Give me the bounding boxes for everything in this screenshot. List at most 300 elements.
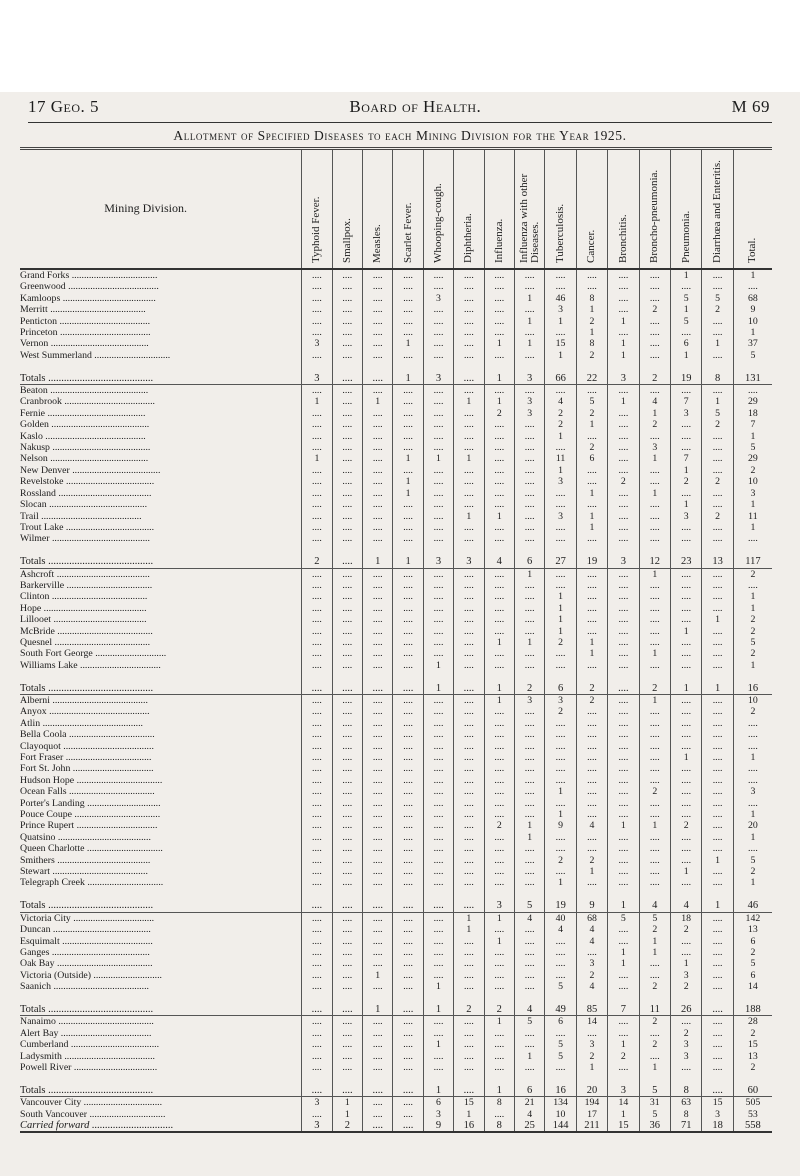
table-cell: ....	[363, 1097, 393, 1109]
table-cell: ....	[484, 729, 514, 740]
table-cell: 2	[733, 568, 772, 580]
table-cell: 1	[302, 453, 332, 464]
table-cell: 6	[514, 556, 544, 568]
table-cell: ....	[702, 936, 733, 947]
spacer-cell	[670, 889, 701, 900]
table-cell: ....	[423, 385, 453, 397]
table-cell: ....	[393, 1097, 423, 1109]
table-cell: ....	[484, 832, 514, 843]
table-cell: ....	[514, 269, 544, 281]
row-label: Telegraph Creek ...............................	[20, 877, 164, 889]
spacer-cell	[302, 361, 332, 372]
table-cell: ....	[393, 648, 423, 659]
table-cell: ....	[332, 958, 362, 969]
table-cell: 9	[545, 820, 576, 831]
table-cell: ....	[514, 924, 544, 935]
column-header: Whooping-cough.	[423, 149, 453, 270]
table-cell: ....	[332, 936, 362, 947]
table-cell: 2	[670, 820, 701, 831]
table-cell: 19	[545, 900, 576, 912]
column-header: Smallpox.	[332, 149, 362, 270]
table-cell: ....	[363, 1120, 393, 1132]
column-header: Measles.	[363, 149, 393, 270]
table-cell: 3	[576, 1039, 607, 1050]
spacer-cell	[20, 889, 302, 900]
table-cell: 4	[484, 556, 514, 568]
spacer-cell	[608, 361, 639, 372]
table-cell: ....	[454, 866, 484, 877]
table-cell: ....	[363, 327, 393, 338]
table-cell: 2	[576, 855, 607, 866]
table-cell: ....	[545, 580, 576, 591]
table-cell: 6	[423, 1097, 453, 1109]
table-cell: ....	[608, 775, 639, 786]
table-cell: ....	[670, 660, 701, 671]
table-cell: 15	[733, 1039, 772, 1050]
table-cell: ....	[363, 798, 393, 809]
table-cell: ....	[393, 637, 423, 648]
table-cell: ....	[608, 855, 639, 866]
table-cell: ....	[302, 431, 332, 442]
table-cell: ....	[393, 694, 423, 706]
table-cell: ....	[423, 741, 453, 752]
table-cell: ....	[363, 1109, 393, 1120]
header-page-number: M 69	[731, 97, 770, 116]
table-cell: ....	[514, 775, 544, 786]
table-cell: 9	[733, 304, 772, 315]
spacer-cell	[733, 889, 772, 900]
table-cell: ....	[576, 877, 607, 888]
table-cell: 1	[545, 431, 576, 442]
table-cell: ....	[302, 855, 332, 866]
table-cell: 1	[484, 511, 514, 522]
table-cell: ....	[545, 798, 576, 809]
table-cell: ....	[670, 706, 701, 717]
table-cell: ....	[454, 936, 484, 947]
totals-row	[20, 1085, 772, 1097]
table-cell: ....	[514, 350, 544, 361]
table-cell: ....	[302, 970, 332, 981]
table-cell: ....	[576, 718, 607, 729]
table-row	[20, 718, 772, 729]
table-cell: ....	[363, 488, 393, 499]
table-cell: ....	[608, 866, 639, 877]
table-cell: 2	[639, 1039, 670, 1050]
table-cell: ....	[332, 1039, 362, 1050]
table-cell: ....	[545, 832, 576, 843]
spacer-cell	[484, 545, 514, 556]
table-cell: 117	[733, 556, 772, 568]
table-cell: ....	[670, 533, 701, 544]
table-cell: ....	[332, 820, 362, 831]
table-cell: 3	[608, 373, 639, 385]
table-cell: ....	[576, 614, 607, 625]
table-cell: ....	[639, 603, 670, 614]
table-cell: ....	[454, 269, 484, 281]
table-cell: 1	[733, 431, 772, 442]
table-cell: 2	[733, 1062, 772, 1073]
table-cell: 8	[576, 338, 607, 349]
table-cell: ....	[302, 900, 332, 912]
table-cell: 5	[702, 408, 733, 419]
table-cell: ....	[670, 809, 701, 820]
table-row	[20, 866, 772, 877]
table-cell: 2	[733, 866, 772, 877]
table-cell: 31	[639, 1097, 670, 1109]
table-cell: ....	[332, 373, 362, 385]
table-cell: ....	[454, 408, 484, 419]
table-cell: ....	[302, 293, 332, 304]
table-cell: ....	[670, 281, 701, 292]
table-cell: ....	[332, 614, 362, 625]
table-cell: 4	[514, 1109, 544, 1120]
table-cell: 5	[733, 855, 772, 866]
spacer-cell	[670, 993, 701, 1004]
table-cell: ....	[454, 488, 484, 499]
table-cell: 1	[608, 396, 639, 407]
table-cell: 1	[608, 338, 639, 349]
row-label: Duncan ........................................	[20, 924, 151, 936]
table-row	[20, 809, 772, 820]
table-cell: ....	[423, 419, 453, 430]
table-cell: ....	[702, 568, 733, 580]
table-cell: ....	[363, 981, 393, 992]
table-row	[20, 924, 772, 935]
table-cell: ....	[639, 832, 670, 843]
table-cell: ....	[484, 499, 514, 510]
table-row	[20, 855, 772, 866]
table-cell: 40	[545, 912, 576, 924]
row-label: Slocan ........................................	[20, 499, 148, 511]
table-cell: ....	[393, 936, 423, 947]
table-row	[20, 281, 772, 292]
table-cell: 10	[733, 694, 772, 706]
row-label: Penticton .....................................	[20, 315, 151, 327]
table-cell: ....	[639, 431, 670, 442]
table-cell: 2	[484, 820, 514, 831]
table-cell: ....	[639, 591, 670, 602]
table-cell: ....	[302, 775, 332, 786]
table-cell: ....	[302, 385, 332, 397]
table-cell: ....	[514, 385, 544, 397]
table-cell: 1	[670, 465, 701, 476]
table-cell: ....	[393, 820, 423, 831]
table-cell: ....	[332, 453, 362, 464]
table-cell: ....	[363, 1028, 393, 1039]
table-cell: ....	[702, 442, 733, 453]
table-cell: ....	[576, 1028, 607, 1039]
table-cell: ....	[423, 763, 453, 774]
table-cell: ....	[514, 1028, 544, 1039]
table-cell: 2	[733, 648, 772, 659]
table-cell: ....	[576, 660, 607, 671]
spacer-cell	[545, 361, 576, 372]
table-cell: ....	[639, 1028, 670, 1039]
table-cell: ....	[454, 752, 484, 763]
table-cell: ....	[332, 338, 362, 349]
table-cell: 3	[545, 304, 576, 315]
table-cell: ....	[363, 316, 393, 327]
table-cell: ....	[332, 832, 362, 843]
table-cell: 3	[423, 293, 453, 304]
table-row	[20, 1028, 772, 1039]
table-cell: ....	[423, 843, 453, 854]
table-cell: 1	[670, 958, 701, 969]
table-row	[20, 614, 772, 625]
table-cell: 2	[670, 1028, 701, 1039]
table-cell: 20	[733, 820, 772, 831]
table-cell: ....	[484, 981, 514, 992]
row-label: Revelstoke ....................................	[20, 476, 155, 488]
table-cell: 1	[639, 936, 670, 947]
table-cell: ....	[393, 396, 423, 407]
table-cell: ....	[423, 350, 453, 361]
table-cell: ....	[639, 809, 670, 820]
table-cell: ....	[484, 648, 514, 659]
table-cell: ....	[393, 683, 423, 695]
spacer-cell	[545, 1073, 576, 1084]
table-cell: 3	[608, 1085, 639, 1097]
table-cell: 2	[576, 408, 607, 419]
table-cell: ....	[733, 741, 772, 752]
table-cell: ....	[702, 637, 733, 648]
column-header: Tuberculosis.	[545, 149, 576, 270]
table-cell: 53	[733, 1109, 772, 1120]
table-cell: ....	[302, 843, 332, 854]
table-cell: ....	[454, 820, 484, 831]
table-cell: ....	[423, 338, 453, 349]
table-row	[20, 522, 772, 533]
spacer-cell	[20, 671, 302, 682]
table-cell: ....	[702, 775, 733, 786]
table-cell: ....	[733, 281, 772, 292]
table-cell: ....	[608, 453, 639, 464]
table-cell: 1	[302, 396, 332, 407]
row-label: Princeton .....................................	[20, 327, 151, 339]
table-cell: 3	[514, 373, 544, 385]
table-cell: 12	[639, 556, 670, 568]
table-cell: 60	[733, 1085, 772, 1097]
table-cell: 558	[733, 1120, 772, 1132]
table-cell: ....	[332, 419, 362, 430]
table-cell: 1	[670, 866, 701, 877]
table-cell: ....	[363, 637, 393, 648]
table-cell: 1	[423, 981, 453, 992]
table-cell: 2	[733, 1028, 772, 1039]
table-cell: 1	[545, 626, 576, 637]
table-cell: 2	[639, 924, 670, 935]
table-cell: ....	[332, 327, 362, 338]
table-cell: ....	[302, 533, 332, 544]
table-cell: ....	[454, 775, 484, 786]
table-cell: ....	[332, 741, 362, 752]
table-cell: ....	[670, 419, 701, 430]
table-cell: ....	[514, 877, 544, 888]
table-cell: ....	[393, 900, 423, 912]
row-label: Atlin .........................................	[20, 717, 144, 729]
table-cell: ....	[733, 718, 772, 729]
row-label: Trout Lake ....................................	[20, 521, 155, 533]
table-cell: 3	[670, 1039, 701, 1050]
table-cell: 1	[484, 936, 514, 947]
table-cell: 1	[639, 947, 670, 958]
table-cell: ....	[332, 1051, 362, 1062]
table-cell: ....	[639, 843, 670, 854]
table-cell: ....	[514, 522, 544, 533]
table-cell: ....	[393, 1062, 423, 1073]
spacer-cell	[332, 993, 362, 1004]
table-cell: ....	[576, 706, 607, 717]
spacer-cell	[670, 1073, 701, 1084]
table-row	[20, 269, 772, 281]
column-header: Bronchitis.	[608, 149, 639, 270]
table-cell: ....	[393, 350, 423, 361]
table-cell: ....	[302, 488, 332, 499]
table-cell: ....	[363, 683, 393, 695]
table-cell: 2	[702, 511, 733, 522]
table-cell: 1	[670, 350, 701, 361]
table-cell: ....	[454, 568, 484, 580]
table-cell: ....	[454, 855, 484, 866]
table-cell: ....	[332, 269, 362, 281]
row-label: Totals ........................................	[20, 1004, 302, 1016]
table-cell: 1	[514, 1051, 544, 1062]
row-label: Alberni .......................................	[20, 694, 148, 706]
table-cell: ....	[302, 269, 332, 281]
table-cell: ....	[302, 1109, 332, 1120]
table-cell: ....	[576, 603, 607, 614]
table-cell: ....	[302, 958, 332, 969]
table-cell: ....	[484, 350, 514, 361]
table-row	[20, 476, 772, 487]
table-cell: ....	[393, 832, 423, 843]
table-cell: ....	[454, 327, 484, 338]
table-cell: ....	[332, 385, 362, 397]
table-cell: ....	[332, 775, 362, 786]
table-cell: 4	[576, 820, 607, 831]
spacer-cell	[639, 889, 670, 900]
table-cell: ....	[608, 465, 639, 476]
table-cell: ....	[545, 775, 576, 786]
table-cell: ....	[454, 1062, 484, 1073]
table-cell: ....	[514, 304, 544, 315]
table-cell: 5	[514, 900, 544, 912]
table-cell: 14	[608, 1097, 639, 1109]
spacer-cell	[514, 993, 544, 1004]
table-cell: ....	[545, 281, 576, 292]
table-cell: ....	[608, 419, 639, 430]
table-cell: ....	[302, 832, 332, 843]
table-cell: ....	[332, 660, 362, 671]
table-cell: ....	[639, 1051, 670, 1062]
table-cell: ....	[332, 855, 362, 866]
row-label: Barkerville ...................................	[20, 579, 153, 591]
table-cell: ....	[733, 843, 772, 854]
table-cell: ....	[514, 533, 544, 544]
table-cell: ....	[302, 603, 332, 614]
table-cell: ....	[423, 798, 453, 809]
table-cell: 8	[670, 1109, 701, 1120]
table-cell: ....	[484, 269, 514, 281]
table-cell: ....	[363, 763, 393, 774]
table-cell: 1	[608, 820, 639, 831]
spacer-cell	[393, 889, 423, 900]
table-cell: 1	[363, 1004, 393, 1016]
table-cell: 2	[639, 304, 670, 315]
row-label: Clayoquot .....................................	[20, 740, 154, 752]
spacer-cell	[363, 671, 393, 682]
table-cell: ....	[545, 522, 576, 533]
spacer-cell	[514, 1073, 544, 1084]
table-cell: 1	[363, 556, 393, 568]
table-cell: ....	[639, 476, 670, 487]
table-cell: ....	[639, 316, 670, 327]
table-cell: ....	[302, 706, 332, 717]
table-cell: 6	[733, 970, 772, 981]
table-row	[20, 419, 772, 430]
spacer-cell	[576, 671, 607, 682]
table-cell: 2	[545, 408, 576, 419]
table-cell: ....	[608, 522, 639, 533]
table-cell: ....	[484, 603, 514, 614]
table-cell: ....	[702, 729, 733, 740]
row-label: Rossland ......................................	[20, 487, 152, 499]
table-cell: ....	[363, 924, 393, 935]
table-cell: ....	[670, 694, 701, 706]
table-cell: ....	[545, 763, 576, 774]
table-row	[20, 877, 772, 888]
table-cell: ....	[576, 741, 607, 752]
column-header: Influenza with other Diseases.	[514, 149, 544, 270]
table-cell: ....	[423, 431, 453, 442]
table-cell: 2	[576, 1051, 607, 1062]
spacer-cell	[423, 993, 453, 1004]
table-cell: ....	[545, 1028, 576, 1039]
table-cell: ....	[423, 648, 453, 659]
row-label: Golden ........................................	[20, 419, 150, 431]
table-cell: ....	[670, 798, 701, 809]
table-cell: ....	[423, 522, 453, 533]
table-cell: 1	[454, 912, 484, 924]
table-cell: ....	[332, 729, 362, 740]
table-cell: ....	[702, 843, 733, 854]
table-cell: 1	[576, 648, 607, 659]
table-cell: ....	[576, 476, 607, 487]
table-cell: ....	[484, 775, 514, 786]
table-cell: ....	[332, 476, 362, 487]
table-cell: ....	[514, 947, 544, 958]
table-cell: ....	[608, 648, 639, 659]
table-cell: ....	[670, 741, 701, 752]
row-label: Hudson Hope ...................................	[20, 774, 163, 786]
table-cell: ....	[639, 533, 670, 544]
table-cell: ....	[484, 866, 514, 877]
table-cell: ....	[302, 316, 332, 327]
table-cell: ....	[639, 775, 670, 786]
table-cell: 1	[670, 752, 701, 763]
table-cell: ....	[702, 763, 733, 774]
table-cell: ....	[423, 511, 453, 522]
spacer-cell	[484, 993, 514, 1004]
table-cell: ....	[393, 1120, 423, 1132]
table-cell: 1	[545, 786, 576, 797]
table-cell: 2	[733, 947, 772, 958]
table-cell: ....	[608, 843, 639, 854]
row-label: Fort Fraser ...................................	[20, 752, 152, 764]
table-cell: ....	[454, 741, 484, 752]
table-cell: 3	[514, 408, 544, 419]
table-cell: ....	[363, 626, 393, 637]
